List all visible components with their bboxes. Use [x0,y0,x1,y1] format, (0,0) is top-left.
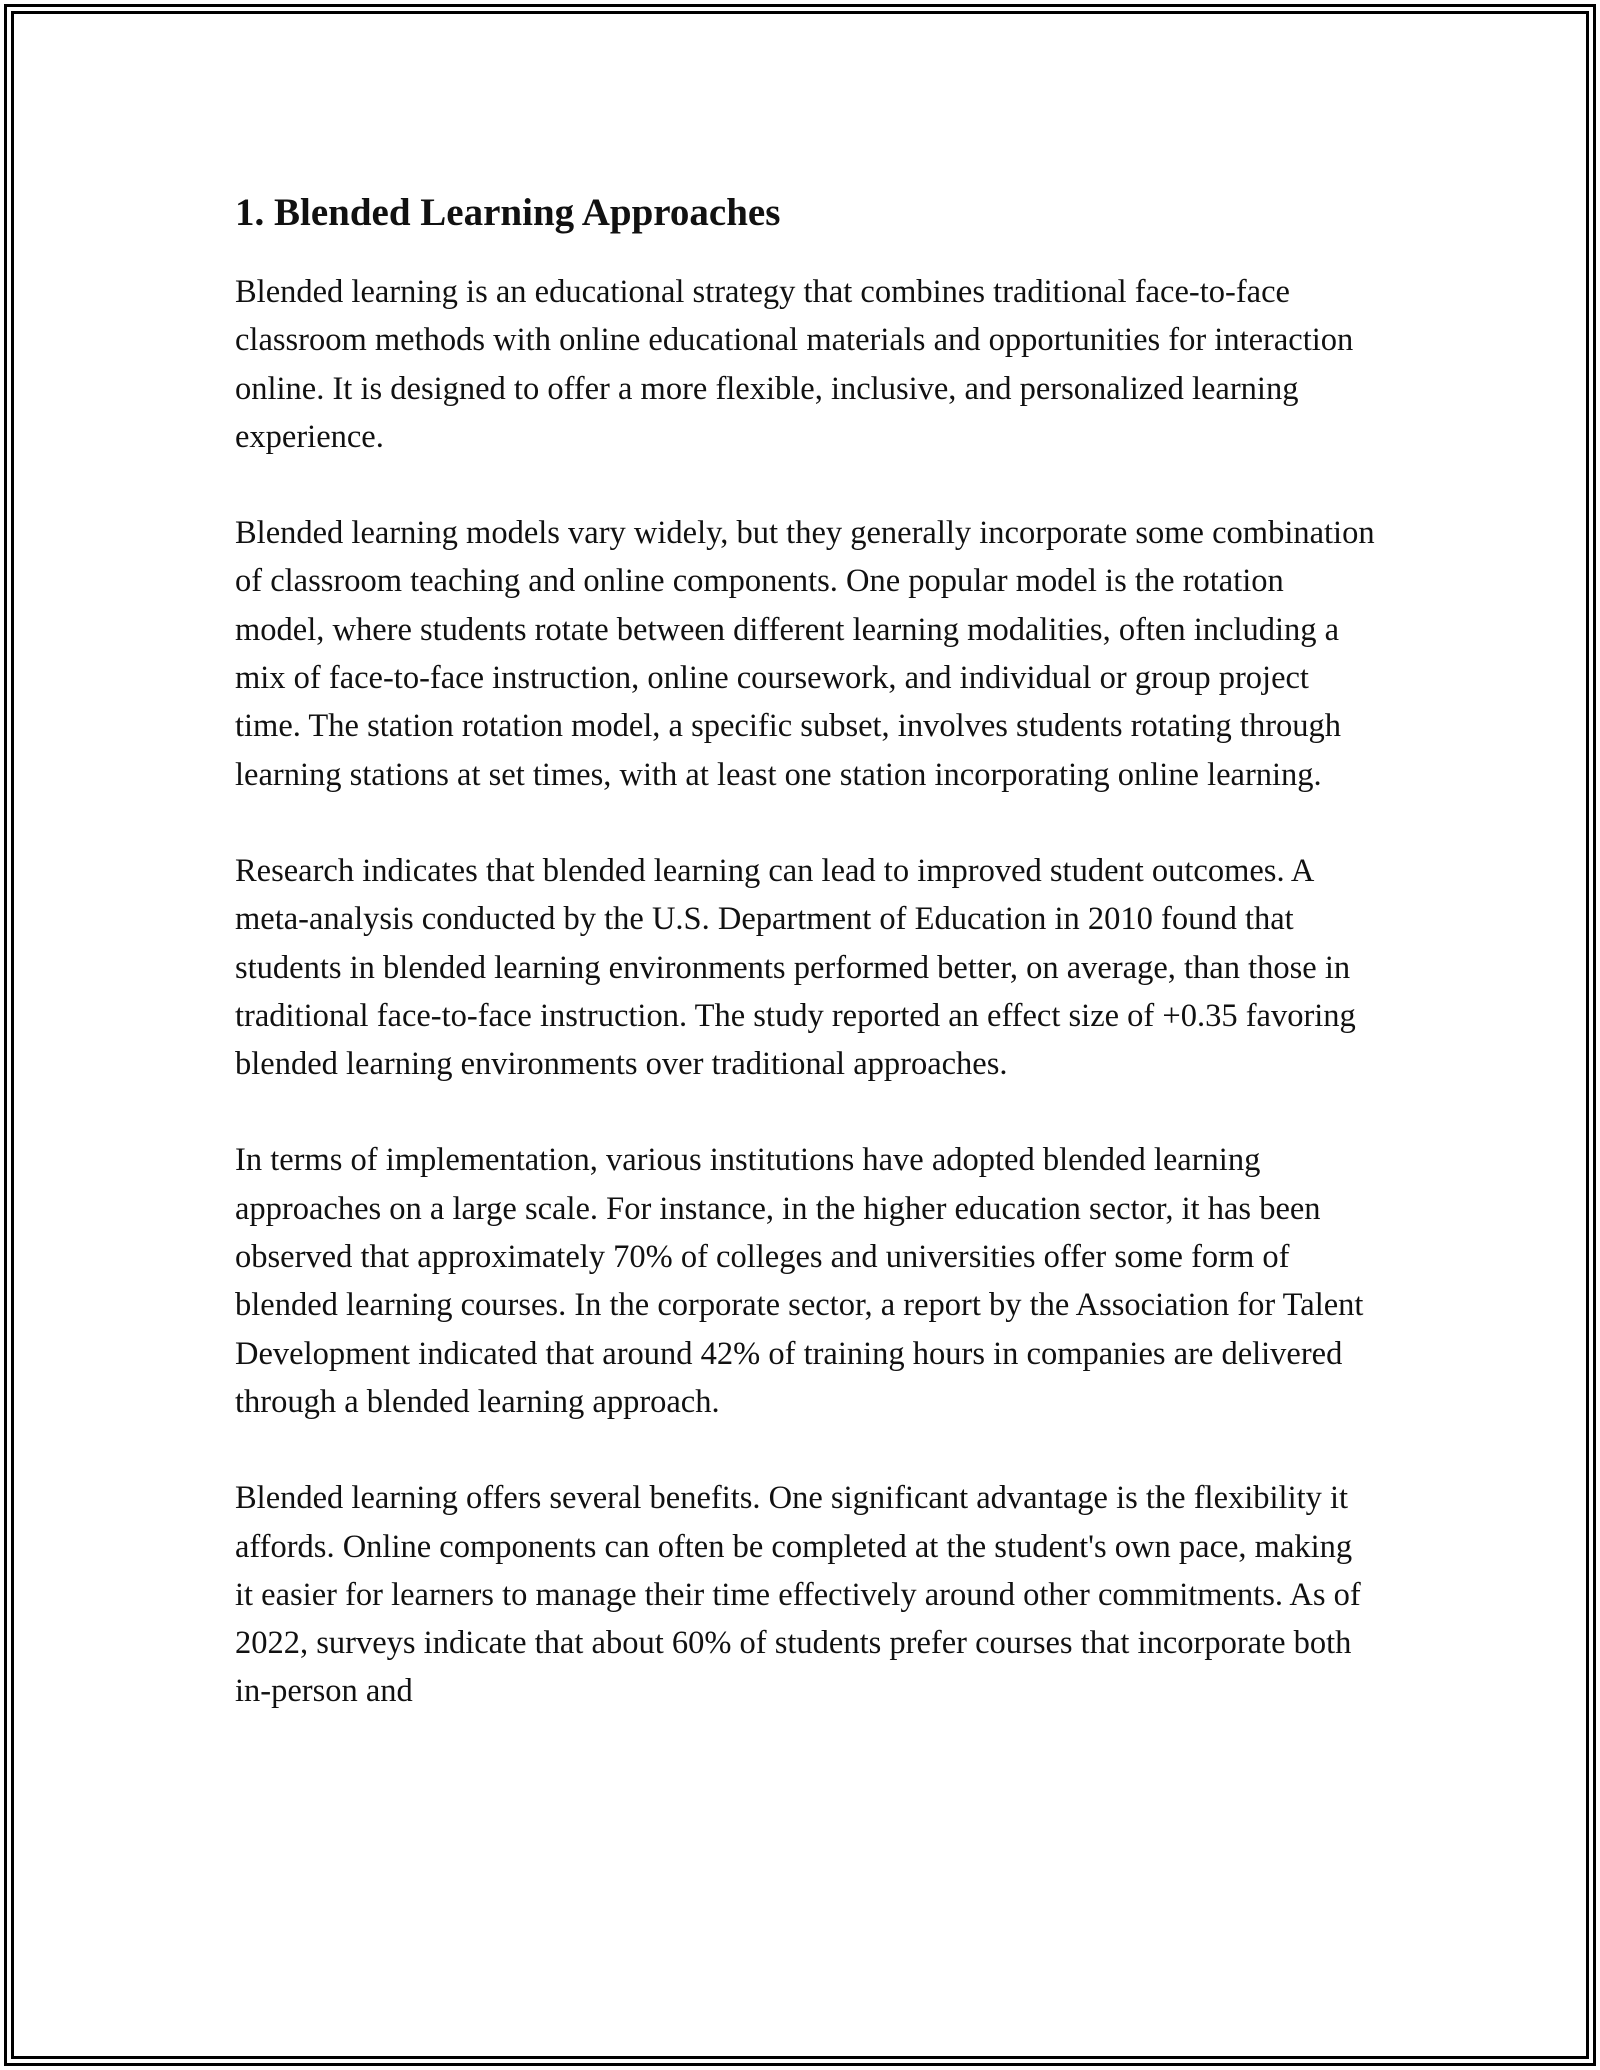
paragraph-models: Blended learning models vary widely, but they generally incorporate some combination of classroom teaching and online components. One popular model is the rotation model, where students rotate between different learning modalities, often including a mix of face-to-face instruction, online coursework, and individual or group project time. The station rotation model, a specific subset, involves students rotating through learning stations at set times, with at least one station incorporating online learning. [235,515,1375,793]
document-body [235,188,1375,1764]
paragraph-implementation: In terms of implementation, various institutions have adopted blended learning approaches on a large scale. For instance, in the higher education sector, it has been observed that approximately 70% of colleges and universities offer some form of blended learning courses. In the corporate sector, a report by the Association for Talent Development indicated that around 42% of training hours in companies are delivered through a blended learning approach. [235,1142,1364,1420]
paragraph-definition: Blended learning is an educational strategy that combines traditional face-to-face classroom methods with online educational materials and opportunities for interaction online. It is designed to offer a more flexible, inclusive, and personalized learning experience. [235,274,1354,455]
section-title: 1. Blended Learning Approaches [235,191,781,234]
paragraph-benefits: Blended learning offers several benefits. One significant advantage is the flexibility it affords. Online components can often be completed at the student's own pace, making it easier for learners to manage their time effectively around other commitments. As of 2022, surveys indicate that about 60% of students prefer courses that incorporate both in-person and [235,1480,1361,1710]
paragraph-research: Research indicates that blended learning can lead to improved student outcomes. A meta-analysis conducted by the U.S. Department of Education in 2010 found that students in blended learning environments performed better, on average, than those in traditional face-to-face instruction. The study reported an effect size of +0.35 favoring blended learning environments over traditional approaches. [235,852,1356,1083]
